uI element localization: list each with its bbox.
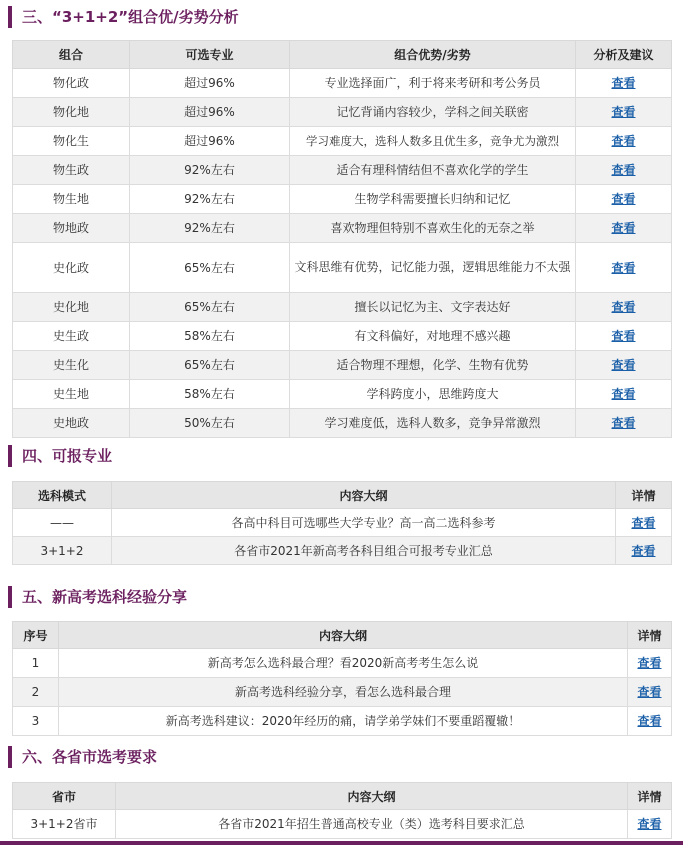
cell-desc: 专业选择面广，利于将来考研和考公务员 xyxy=(290,69,576,98)
table-header-row xyxy=(13,482,672,509)
view-link[interactable]: 查看 xyxy=(637,714,662,728)
cell-number: 1 xyxy=(13,649,59,678)
cell-advice xyxy=(576,214,672,243)
table-header-row xyxy=(13,783,672,810)
cell-details xyxy=(628,649,672,678)
view-link[interactable]: 查看 xyxy=(611,358,636,372)
cell-combo: 史生化 xyxy=(13,351,130,380)
table-row xyxy=(13,243,672,293)
cell-majors: 58%左右 xyxy=(130,380,290,409)
cell-majors: 65%左右 xyxy=(130,351,290,380)
view-link[interactable]: 查看 xyxy=(611,163,636,177)
view-link[interactable]: 查看 xyxy=(611,300,636,314)
view-link[interactable]: 查看 xyxy=(611,134,636,148)
view-link[interactable]: 查看 xyxy=(631,543,656,558)
cell-majors: 92%左右 xyxy=(130,214,290,243)
table-row xyxy=(13,707,672,736)
table-row xyxy=(13,509,672,537)
section-title-experience-sharing: 五、新高考选科经验分享 xyxy=(8,586,187,608)
header-majors: 可选专业 xyxy=(130,41,290,69)
table-row xyxy=(13,185,672,214)
cell-content: 新高考选科建议：2020年经历的痛，请学弟学妹们不要重蹈覆辙！ xyxy=(59,707,628,736)
experience-sharing-table xyxy=(12,621,672,736)
cell-advice xyxy=(576,293,672,322)
cell-advice xyxy=(576,69,672,98)
header-details: 详情 xyxy=(616,482,672,509)
table-row xyxy=(13,98,672,127)
cell-details xyxy=(616,509,672,537)
section-title-available-majors: 四、可报专业 xyxy=(8,445,112,467)
table-row xyxy=(13,214,672,243)
header-mode: 选科模式 xyxy=(13,482,112,509)
cell-number: 3 xyxy=(13,707,59,736)
table-row xyxy=(13,322,672,351)
cell-desc: 适合有理科情结但不喜欢化学的学生 xyxy=(290,156,576,185)
cell-combo: 物化地 xyxy=(13,98,130,127)
cell-combo: 物化生 xyxy=(13,127,130,156)
cell-majors: 50%左右 xyxy=(130,409,290,438)
cell-majors: 65%左右 xyxy=(130,243,290,293)
view-link[interactable]: 查看 xyxy=(611,192,636,206)
cell-details xyxy=(616,537,672,565)
header-content: 内容大纲 xyxy=(116,783,628,810)
cell-combo: 物生地 xyxy=(13,185,130,214)
header-content: 内容大纲 xyxy=(59,622,628,649)
cell-details xyxy=(628,810,672,839)
table-row xyxy=(13,351,672,380)
cell-combo: 物地政 xyxy=(13,214,130,243)
view-link[interactable]: 查看 xyxy=(611,260,636,275)
cell-majors: 65%左右 xyxy=(130,293,290,322)
header-number: 序号 xyxy=(13,622,59,649)
cell-desc: 适合物理不理想，化学、生物有优势 xyxy=(290,351,576,380)
combo-analysis-table xyxy=(12,40,672,438)
cell-combo: 史生地 xyxy=(13,380,130,409)
cell-desc: 有文科偏好，对地理不感兴趣 xyxy=(290,322,576,351)
cell-combo: 史地政 xyxy=(13,409,130,438)
table-row xyxy=(13,649,672,678)
cell-combo: 物化政 xyxy=(13,69,130,98)
cell-desc: 喜欢物理但特别不喜欢生化的无奈之举 xyxy=(290,214,576,243)
section-title-combo-analysis: 三、“3+1+2”组合优/劣势分析 xyxy=(8,6,239,28)
cell-details xyxy=(628,707,672,736)
cell-content: 新高考选科经验分享，看怎么选科最合理 xyxy=(59,678,628,707)
cell-majors: 超过96% xyxy=(130,127,290,156)
view-link[interactable]: 查看 xyxy=(637,685,662,699)
view-link[interactable]: 查看 xyxy=(611,329,636,343)
cell-desc: 学科跨度小，思维跨度大 xyxy=(290,380,576,409)
cell-majors: 超过96% xyxy=(130,98,290,127)
cell-advice xyxy=(576,409,672,438)
table-row xyxy=(13,293,672,322)
cell-desc: 文科思维有优势，记忆能力强，逻辑思维能力不太强 xyxy=(290,243,576,293)
view-link[interactable]: 查看 xyxy=(611,387,636,401)
page-bottom-border xyxy=(0,841,683,845)
table-row xyxy=(13,127,672,156)
cell-combo: 史化地 xyxy=(13,293,130,322)
table-row xyxy=(13,678,672,707)
cell-details xyxy=(628,678,672,707)
table-row xyxy=(13,380,672,409)
cell-combo: 物生政 xyxy=(13,156,130,185)
cell-advice xyxy=(576,351,672,380)
cell-desc: 学习难度大，选科人数多且优生多，竞争尤为激烈 xyxy=(290,127,576,156)
cell-majors: 92%左右 xyxy=(130,185,290,214)
header-details: 详情 xyxy=(628,783,672,810)
view-link[interactable]: 查看 xyxy=(631,515,656,530)
cell-combo: 史生政 xyxy=(13,322,130,351)
cell-content: 新高考怎么选科最合理？看2020新高考考生怎么说 xyxy=(59,649,628,678)
cell-province: 3+1+2省市 xyxy=(13,810,116,839)
cell-desc: 擅长以记忆为主、文字表达好 xyxy=(290,293,576,322)
header-combo: 组合 xyxy=(13,41,130,69)
cell-desc: 记忆背诵内容较少，学科之间关联密 xyxy=(290,98,576,127)
cell-majors: 92%左右 xyxy=(130,156,290,185)
cell-advice xyxy=(576,156,672,185)
cell-desc: 学习难度低，选科人数多，竞争异常激烈 xyxy=(290,409,576,438)
cell-content: 各高中科目可选哪些大学专业？高一高二选科参考 xyxy=(112,509,616,537)
table-header-row xyxy=(13,622,672,649)
cell-mode: —— xyxy=(13,509,112,537)
cell-combo: 史化政 xyxy=(13,243,130,293)
section-title-province-requirements: 六、各省市选考要求 xyxy=(8,746,157,768)
cell-mode: 3+1+2 xyxy=(13,537,112,565)
view-link[interactable]: 查看 xyxy=(611,221,636,235)
cell-advice xyxy=(576,127,672,156)
province-requirements-table xyxy=(12,782,672,839)
cell-content: 各省市2021年招生普通高校专业（类）选考科目要求汇总 xyxy=(116,810,628,839)
header-details: 详情 xyxy=(628,622,672,649)
view-link[interactable]: 查看 xyxy=(637,656,662,670)
cell-advice xyxy=(576,243,672,293)
view-link[interactable]: 查看 xyxy=(611,76,636,90)
table-row xyxy=(13,810,672,839)
cell-desc: 生物学科需要擅长归纳和记忆 xyxy=(290,185,576,214)
table-row xyxy=(13,156,672,185)
cell-majors: 超过96% xyxy=(130,69,290,98)
cell-content: 各省市2021年新高考各科目组合可报考专业汇总 xyxy=(112,537,616,565)
cell-advice xyxy=(576,322,672,351)
cell-majors: 58%左右 xyxy=(130,322,290,351)
view-link[interactable]: 查看 xyxy=(637,817,662,831)
header-advice: 分析及建议 xyxy=(576,41,672,69)
cell-advice xyxy=(576,380,672,409)
cell-advice xyxy=(576,98,672,127)
table-row xyxy=(13,537,672,565)
table-row xyxy=(13,409,672,438)
header-content: 内容大纲 xyxy=(112,482,616,509)
cell-advice xyxy=(576,185,672,214)
header-pros-cons: 组合优势/劣势 xyxy=(290,41,576,69)
available-majors-table xyxy=(12,481,672,565)
table-row xyxy=(13,69,672,98)
header-province: 省市 xyxy=(13,783,116,810)
table-header-row xyxy=(13,41,672,69)
view-link[interactable]: 查看 xyxy=(611,105,636,119)
cell-number: 2 xyxy=(13,678,59,707)
view-link[interactable]: 查看 xyxy=(611,416,636,430)
